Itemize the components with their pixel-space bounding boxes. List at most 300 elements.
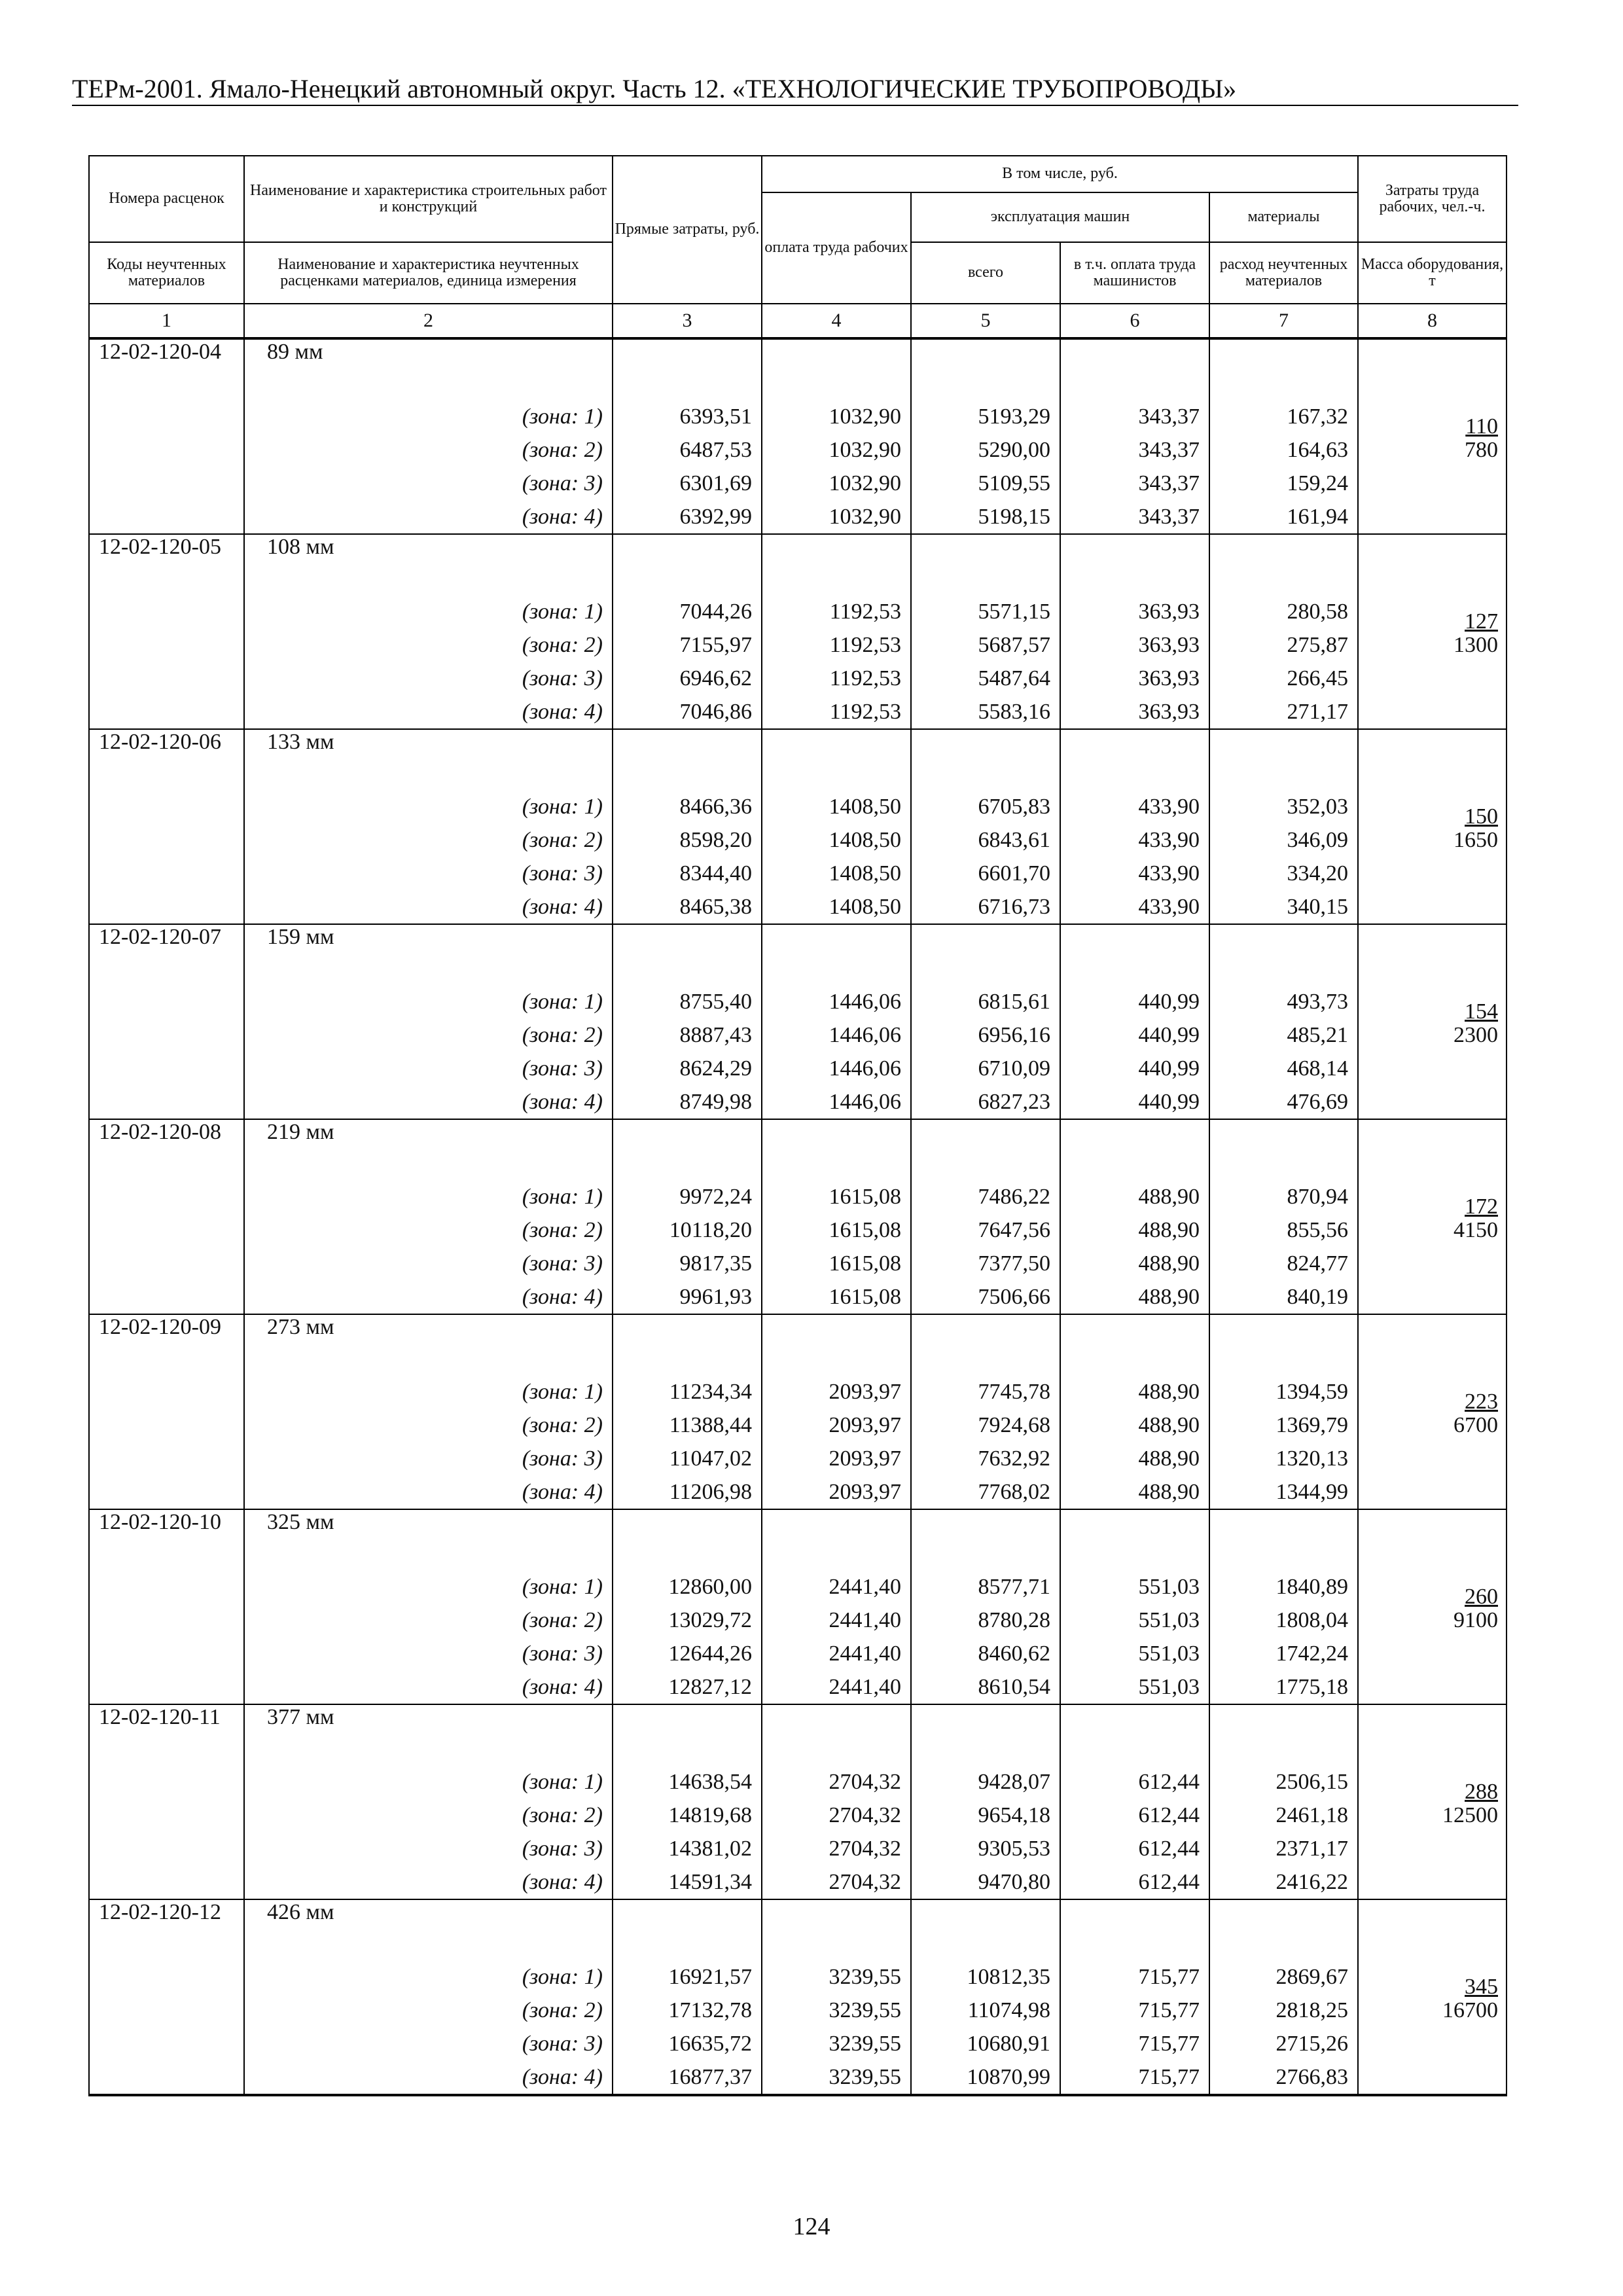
equipment-mass-value: 1650	[1454, 828, 1498, 852]
operator-wage-value: 363,93	[1060, 695, 1209, 729]
zone-row	[89, 1994, 1507, 2027]
direct-costs-value: 6301,69	[613, 467, 762, 500]
materials-value: 1840,89	[1209, 1570, 1358, 1604]
materials-value: 2506,15	[1209, 1765, 1358, 1799]
materials-value: 334,20	[1209, 857, 1358, 890]
machines-total-value: 7632,92	[911, 1442, 1060, 1475]
rate-title-row	[89, 1704, 1507, 1765]
rate-code: 12-02-120-12	[89, 1899, 244, 1960]
worker-wage-value: 1615,08	[762, 1247, 911, 1280]
machines-total-value: 6815,61	[911, 985, 1060, 1018]
header-material-names: Наименование и характеристика неучтенных расценками материалов, единица измерения	[244, 242, 613, 304]
operator-wage-value: 440,99	[1060, 1018, 1209, 1052]
empty-cell	[89, 790, 244, 823]
rate-title-row	[89, 338, 1507, 400]
materials-value: 352,03	[1209, 790, 1358, 823]
zone-row	[89, 400, 1507, 433]
materials-value: 1394,59	[1209, 1375, 1358, 1408]
empty-cell	[89, 500, 244, 534]
zone-label: (зона: 2)	[244, 433, 613, 467]
direct-costs-value: 16877,37	[613, 2060, 762, 2095]
machines-total-value: 7377,50	[911, 1247, 1060, 1280]
operator-wage-value: 440,99	[1060, 1052, 1209, 1085]
header-worker-wage: оплата труда рабочих	[762, 192, 911, 304]
rate-code: 12-02-120-08	[89, 1119, 244, 1180]
zone-row	[89, 1180, 1507, 1213]
labor-costs-value: 127	[1465, 609, 1498, 634]
zone-row	[89, 1570, 1507, 1604]
machines-total-value: 10680,91	[911, 2027, 1060, 2060]
materials-value: 485,21	[1209, 1018, 1358, 1052]
empty-cell	[613, 1314, 762, 1375]
operator-wage-value: 363,93	[1060, 662, 1209, 695]
empty-cell	[1060, 534, 1209, 595]
direct-costs-value: 11047,02	[613, 1442, 762, 1475]
direct-costs-value: 11206,98	[613, 1475, 762, 1509]
work-name: 108 мм	[244, 534, 613, 595]
materials-value: 280,58	[1209, 595, 1358, 628]
worker-wage-value: 1032,90	[762, 500, 911, 534]
worker-wage-value: 1408,50	[762, 790, 911, 823]
zone-label: (зона: 4)	[244, 2060, 613, 2095]
materials-value: 271,17	[1209, 695, 1358, 729]
worker-wage-value: 1192,53	[762, 695, 911, 729]
direct-costs-value: 12644,26	[613, 1637, 762, 1670]
zone-row	[89, 1018, 1507, 1052]
empty-cell	[89, 2027, 244, 2060]
operator-wage-value: 488,90	[1060, 1180, 1209, 1213]
direct-costs-value: 8466,36	[613, 790, 762, 823]
empty-cell	[1209, 1119, 1358, 1180]
operator-wage-value: 488,90	[1060, 1280, 1209, 1314]
empty-cell	[89, 1247, 244, 1280]
worker-wage-value: 1032,90	[762, 467, 911, 500]
direct-costs-value: 10118,20	[613, 1213, 762, 1247]
equipment-mass-value: 4150	[1454, 1218, 1498, 1242]
operator-wage-value: 488,90	[1060, 1475, 1209, 1509]
worker-wage-value: 2093,97	[762, 1475, 911, 1509]
empty-cell	[89, 1408, 244, 1442]
materials-value: 346,09	[1209, 823, 1358, 857]
zone-row	[89, 1670, 1507, 1704]
worker-wage-value: 1192,53	[762, 595, 911, 628]
equipment-mass-value: 1300	[1454, 633, 1498, 657]
zone-label: (зона: 4)	[244, 1865, 613, 1899]
worker-wage-value: 1192,53	[762, 628, 911, 662]
zone-label: (зона: 4)	[244, 1280, 613, 1314]
labor-mass-cell	[1358, 534, 1507, 729]
direct-costs-value: 6946,62	[613, 662, 762, 695]
machines-total-value: 9470,80	[911, 1865, 1060, 1899]
machines-total-value: 6843,61	[911, 823, 1060, 857]
operator-wage-value: 488,90	[1060, 1442, 1209, 1475]
worker-wage-value: 2441,40	[762, 1670, 911, 1704]
operator-wage-value: 715,77	[1060, 2060, 1209, 2095]
empty-cell	[89, 628, 244, 662]
empty-cell	[1209, 1314, 1358, 1375]
worker-wage-value: 2441,40	[762, 1604, 911, 1637]
labor-costs-value: 172	[1465, 1194, 1498, 1219]
empty-cell	[911, 924, 1060, 985]
zone-label: (зона: 2)	[244, 823, 613, 857]
machines-total-value: 5687,57	[911, 628, 1060, 662]
zone-row	[89, 500, 1507, 534]
zone-label: (зона: 1)	[244, 595, 613, 628]
zone-row	[89, 823, 1507, 857]
machines-total-value: 5198,15	[911, 500, 1060, 534]
empty-cell	[89, 1052, 244, 1085]
machines-total-value: 7486,22	[911, 1180, 1060, 1213]
empty-cell	[613, 729, 762, 790]
direct-costs-value: 11388,44	[613, 1408, 762, 1442]
empty-cell	[911, 534, 1060, 595]
zone-row	[89, 662, 1507, 695]
zone-row	[89, 628, 1507, 662]
direct-costs-value: 6393,51	[613, 400, 762, 433]
labor-mass-cell	[1358, 338, 1507, 534]
header-machine-operation: эксплуатация машин	[911, 192, 1209, 242]
worker-wage-value: 3239,55	[762, 1960, 911, 1994]
operator-wage-value: 612,44	[1060, 1832, 1209, 1865]
zone-row	[89, 1247, 1507, 1280]
direct-costs-value: 7044,26	[613, 595, 762, 628]
direct-costs-value: 7155,97	[613, 628, 762, 662]
operator-wage-value: 488,90	[1060, 1213, 1209, 1247]
worker-wage-value: 2441,40	[762, 1637, 911, 1670]
empty-cell	[911, 1314, 1060, 1375]
materials-value: 1344,99	[1209, 1475, 1358, 1509]
work-name: 133 мм	[244, 729, 613, 790]
work-name: 219 мм	[244, 1119, 613, 1180]
machines-total-value: 7506,66	[911, 1280, 1060, 1314]
header-rate-numbers: Номера расценок	[89, 156, 244, 242]
worker-wage-value: 1408,50	[762, 857, 911, 890]
operator-wage-value: 551,03	[1060, 1637, 1209, 1670]
empty-cell	[762, 729, 911, 790]
labor-costs-value: 345	[1465, 1975, 1498, 2000]
operator-wage-value: 343,37	[1060, 433, 1209, 467]
rate-title-row	[89, 534, 1507, 595]
empty-cell	[89, 1442, 244, 1475]
empty-cell	[89, 1994, 244, 2027]
machines-total-value: 6956,16	[911, 1018, 1060, 1052]
zone-label: (зона: 3)	[244, 2027, 613, 2060]
empty-cell	[911, 338, 1060, 400]
labor-mass-cell	[1358, 1119, 1507, 1314]
machines-total-value: 11074,98	[911, 1994, 1060, 2027]
rate-code: 12-02-120-10	[89, 1509, 244, 1570]
empty-cell	[1060, 1314, 1209, 1375]
empty-cell	[613, 1704, 762, 1765]
machines-total-value: 6710,09	[911, 1052, 1060, 1085]
worker-wage-value: 1032,90	[762, 433, 911, 467]
labor-mass-cell	[1358, 729, 1507, 924]
empty-cell	[762, 1704, 911, 1765]
materials-value: 2715,26	[1209, 2027, 1358, 2060]
empty-cell	[89, 1085, 244, 1119]
worker-wage-value: 1615,08	[762, 1180, 911, 1213]
materials-value: 840,19	[1209, 1280, 1358, 1314]
empty-cell	[762, 1899, 911, 1960]
empty-cell	[1209, 1509, 1358, 1570]
zone-row	[89, 1408, 1507, 1442]
machines-total-value: 8460,62	[911, 1637, 1060, 1670]
zone-label: (зона: 1)	[244, 1960, 613, 1994]
operator-wage-value: 433,90	[1060, 890, 1209, 924]
worker-wage-value: 2704,32	[762, 1799, 911, 1832]
empty-cell	[89, 595, 244, 628]
empty-cell	[613, 1509, 762, 1570]
labor-costs-value: 150	[1465, 804, 1498, 829]
empty-cell	[613, 1119, 762, 1180]
zone-label: (зона: 2)	[244, 1994, 613, 2027]
empty-cell	[762, 1314, 911, 1375]
zone-label: (зона: 4)	[244, 1670, 613, 1704]
worker-wage-value: 1408,50	[762, 890, 911, 924]
zone-row	[89, 1765, 1507, 1799]
operator-wage-value: 363,93	[1060, 595, 1209, 628]
empty-cell	[1060, 729, 1209, 790]
empty-cell	[613, 534, 762, 595]
direct-costs-value: 12860,00	[613, 1570, 762, 1604]
empty-cell	[613, 924, 762, 985]
labor-costs-value: 154	[1465, 999, 1498, 1024]
zone-label: (зона: 3)	[244, 1442, 613, 1475]
empty-cell	[911, 1509, 1060, 1570]
worker-wage-value: 3239,55	[762, 2060, 911, 2095]
work-name: 159 мм	[244, 924, 613, 985]
materials-value: 2766,83	[1209, 2060, 1358, 2095]
rate-code: 12-02-120-09	[89, 1314, 244, 1375]
machines-total-value: 6827,23	[911, 1085, 1060, 1119]
empty-cell	[89, 433, 244, 467]
empty-cell	[89, 1375, 244, 1408]
machines-total-value: 6705,83	[911, 790, 1060, 823]
direct-costs-value: 8624,29	[613, 1052, 762, 1085]
empty-cell	[89, 857, 244, 890]
column-number: 4	[762, 304, 911, 338]
worker-wage-value: 1446,06	[762, 1085, 911, 1119]
materials-value: 870,94	[1209, 1180, 1358, 1213]
zone-label: (зона: 4)	[244, 1475, 613, 1509]
zone-label: (зона: 3)	[244, 1832, 613, 1865]
operator-wage-value: 440,99	[1060, 985, 1209, 1018]
materials-value: 476,69	[1209, 1085, 1358, 1119]
zone-row	[89, 890, 1507, 924]
materials-value: 2461,18	[1209, 1799, 1358, 1832]
materials-value: 340,15	[1209, 890, 1358, 924]
rate-title-row	[89, 729, 1507, 790]
direct-costs-value: 11234,34	[613, 1375, 762, 1408]
header-work-name: Наименование и характеристика строительных работ и конструкций	[244, 156, 613, 242]
machines-total-value: 6601,70	[911, 857, 1060, 890]
empty-cell	[1209, 1899, 1358, 1960]
table-header	[89, 156, 1507, 338]
operator-wage-value: 715,77	[1060, 2027, 1209, 2060]
rate-title-row	[89, 924, 1507, 985]
empty-cell	[89, 400, 244, 433]
machines-total-value: 5487,64	[911, 662, 1060, 695]
empty-cell	[89, 1637, 244, 1670]
work-name: 325 мм	[244, 1509, 613, 1570]
materials-value: 167,32	[1209, 400, 1358, 433]
labor-mass-cell	[1358, 1704, 1507, 1899]
zone-label: (зона: 1)	[244, 1765, 613, 1799]
zone-label: (зона: 3)	[244, 662, 613, 695]
empty-cell	[89, 467, 244, 500]
labor-costs-value: 260	[1465, 1585, 1498, 1609]
operator-wage-value: 551,03	[1060, 1570, 1209, 1604]
rate-title-row	[89, 1119, 1507, 1180]
operator-wage-value: 343,37	[1060, 400, 1209, 433]
empty-cell	[1060, 1704, 1209, 1765]
materials-value: 824,77	[1209, 1247, 1358, 1280]
zone-row	[89, 1052, 1507, 1085]
operator-wage-value: 488,90	[1060, 1375, 1209, 1408]
machines-total-value: 9305,53	[911, 1832, 1060, 1865]
direct-costs-value: 8598,20	[613, 823, 762, 857]
worker-wage-value: 2093,97	[762, 1375, 911, 1408]
materials-value: 2371,17	[1209, 1832, 1358, 1865]
zone-label: (зона: 3)	[244, 1637, 613, 1670]
machines-total-value: 10812,35	[911, 1960, 1060, 1994]
materials-value: 493,73	[1209, 985, 1358, 1018]
equipment-mass-value: 16700	[1442, 1998, 1498, 2022]
machines-total-value: 5571,15	[911, 595, 1060, 628]
materials-value: 2818,25	[1209, 1994, 1358, 2027]
zone-row	[89, 1475, 1507, 1509]
empty-cell	[89, 1670, 244, 1704]
zone-label: (зона: 4)	[244, 1085, 613, 1119]
empty-cell	[762, 1119, 911, 1180]
empty-cell	[89, 1832, 244, 1865]
empty-cell	[89, 1570, 244, 1604]
machines-total-value: 7745,78	[911, 1375, 1060, 1408]
zone-row	[89, 1865, 1507, 1899]
rate-code: 12-02-120-04	[89, 338, 244, 400]
materials-value: 164,63	[1209, 433, 1358, 467]
worker-wage-value: 1615,08	[762, 1213, 911, 1247]
column-number: 1	[89, 304, 244, 338]
zone-row	[89, 1442, 1507, 1475]
column-number: 8	[1358, 304, 1507, 338]
rates-table	[88, 155, 1507, 2096]
header-labor-costs: Затраты труда рабочих, чел.-ч.	[1358, 156, 1507, 242]
materials-value: 2869,67	[1209, 1960, 1358, 1994]
materials-value: 2416,22	[1209, 1865, 1358, 1899]
empty-cell	[762, 1509, 911, 1570]
worker-wage-value: 1615,08	[762, 1280, 911, 1314]
zone-row	[89, 1637, 1507, 1670]
zone-label: (зона: 2)	[244, 1018, 613, 1052]
zone-row	[89, 857, 1507, 890]
header-materials: материалы	[1209, 192, 1358, 242]
machines-total-value: 5290,00	[911, 433, 1060, 467]
rate-title-row	[89, 1899, 1507, 1960]
machines-total-value: 6716,73	[911, 890, 1060, 924]
zone-label: (зона: 3)	[244, 1052, 613, 1085]
zone-row	[89, 1832, 1507, 1865]
worker-wage-value: 1032,90	[762, 400, 911, 433]
operator-wage-value: 433,90	[1060, 790, 1209, 823]
empty-cell	[89, 1280, 244, 1314]
work-name: 426 мм	[244, 1899, 613, 1960]
empty-cell	[911, 1704, 1060, 1765]
direct-costs-value: 6392,99	[613, 500, 762, 534]
materials-value: 266,45	[1209, 662, 1358, 695]
zone-row	[89, 1280, 1507, 1314]
zone-row	[89, 1799, 1507, 1832]
direct-costs-value: 16921,57	[613, 1960, 762, 1994]
empty-cell	[89, 1604, 244, 1637]
rate-title-row	[89, 1509, 1507, 1570]
zone-row	[89, 985, 1507, 1018]
zone-row	[89, 1213, 1507, 1247]
direct-costs-value: 8749,98	[613, 1085, 762, 1119]
labor-mass-cell	[1358, 1314, 1507, 1509]
zone-row	[89, 1085, 1507, 1119]
materials-value: 159,24	[1209, 467, 1358, 500]
column-number: 5	[911, 304, 1060, 338]
materials-value: 855,56	[1209, 1213, 1358, 1247]
machines-total-value: 8610,54	[911, 1670, 1060, 1704]
zone-row	[89, 595, 1507, 628]
machines-total-value: 7647,56	[911, 1213, 1060, 1247]
empty-cell	[1060, 1119, 1209, 1180]
header-equipment-mass: Масса оборудования, т	[1358, 242, 1507, 304]
direct-costs-value: 14591,34	[613, 1865, 762, 1899]
header-direct-costs: Прямые затраты, руб.	[613, 156, 762, 304]
operator-wage-value: 612,44	[1060, 1765, 1209, 1799]
zone-label: (зона: 2)	[244, 1604, 613, 1637]
empty-cell	[1209, 338, 1358, 400]
machines-total-value: 9428,07	[911, 1765, 1060, 1799]
direct-costs-value: 8344,40	[613, 857, 762, 890]
empty-cell	[89, 695, 244, 729]
zone-label: (зона: 1)	[244, 985, 613, 1018]
operator-wage-value: 488,90	[1060, 1247, 1209, 1280]
empty-cell	[762, 338, 911, 400]
machines-total-value: 5583,16	[911, 695, 1060, 729]
zone-label: (зона: 2)	[244, 628, 613, 662]
rate-code: 12-02-120-07	[89, 924, 244, 985]
zone-label: (зона: 3)	[244, 857, 613, 890]
zone-label: (зона: 1)	[244, 1375, 613, 1408]
labor-costs-value: 288	[1465, 1780, 1498, 1804]
zone-row	[89, 467, 1507, 500]
rate-title-row	[89, 1314, 1507, 1375]
operator-wage-value: 433,90	[1060, 857, 1209, 890]
worker-wage-value: 2441,40	[762, 1570, 911, 1604]
worker-wage-value: 2704,32	[762, 1832, 911, 1865]
equipment-mass-value: 12500	[1442, 1803, 1498, 1827]
labor-costs-value: 110	[1465, 414, 1498, 439]
direct-costs-value: 17132,78	[613, 1994, 762, 2027]
worker-wage-value: 1192,53	[762, 662, 911, 695]
machines-total-value: 8780,28	[911, 1604, 1060, 1637]
column-number: 6	[1060, 304, 1209, 338]
direct-costs-value: 12827,12	[613, 1670, 762, 1704]
zone-label: (зона: 2)	[244, 1799, 613, 1832]
labor-mass-cell	[1358, 924, 1507, 1119]
direct-costs-value: 8887,43	[613, 1018, 762, 1052]
empty-cell	[89, 1799, 244, 1832]
zone-label: (зона: 3)	[244, 1247, 613, 1280]
rate-code: 12-02-120-11	[89, 1704, 244, 1765]
header-material-consumption: расход неучтенных материалов	[1209, 242, 1358, 304]
column-numbers-row	[89, 304, 1507, 338]
materials-value: 1808,04	[1209, 1604, 1358, 1637]
